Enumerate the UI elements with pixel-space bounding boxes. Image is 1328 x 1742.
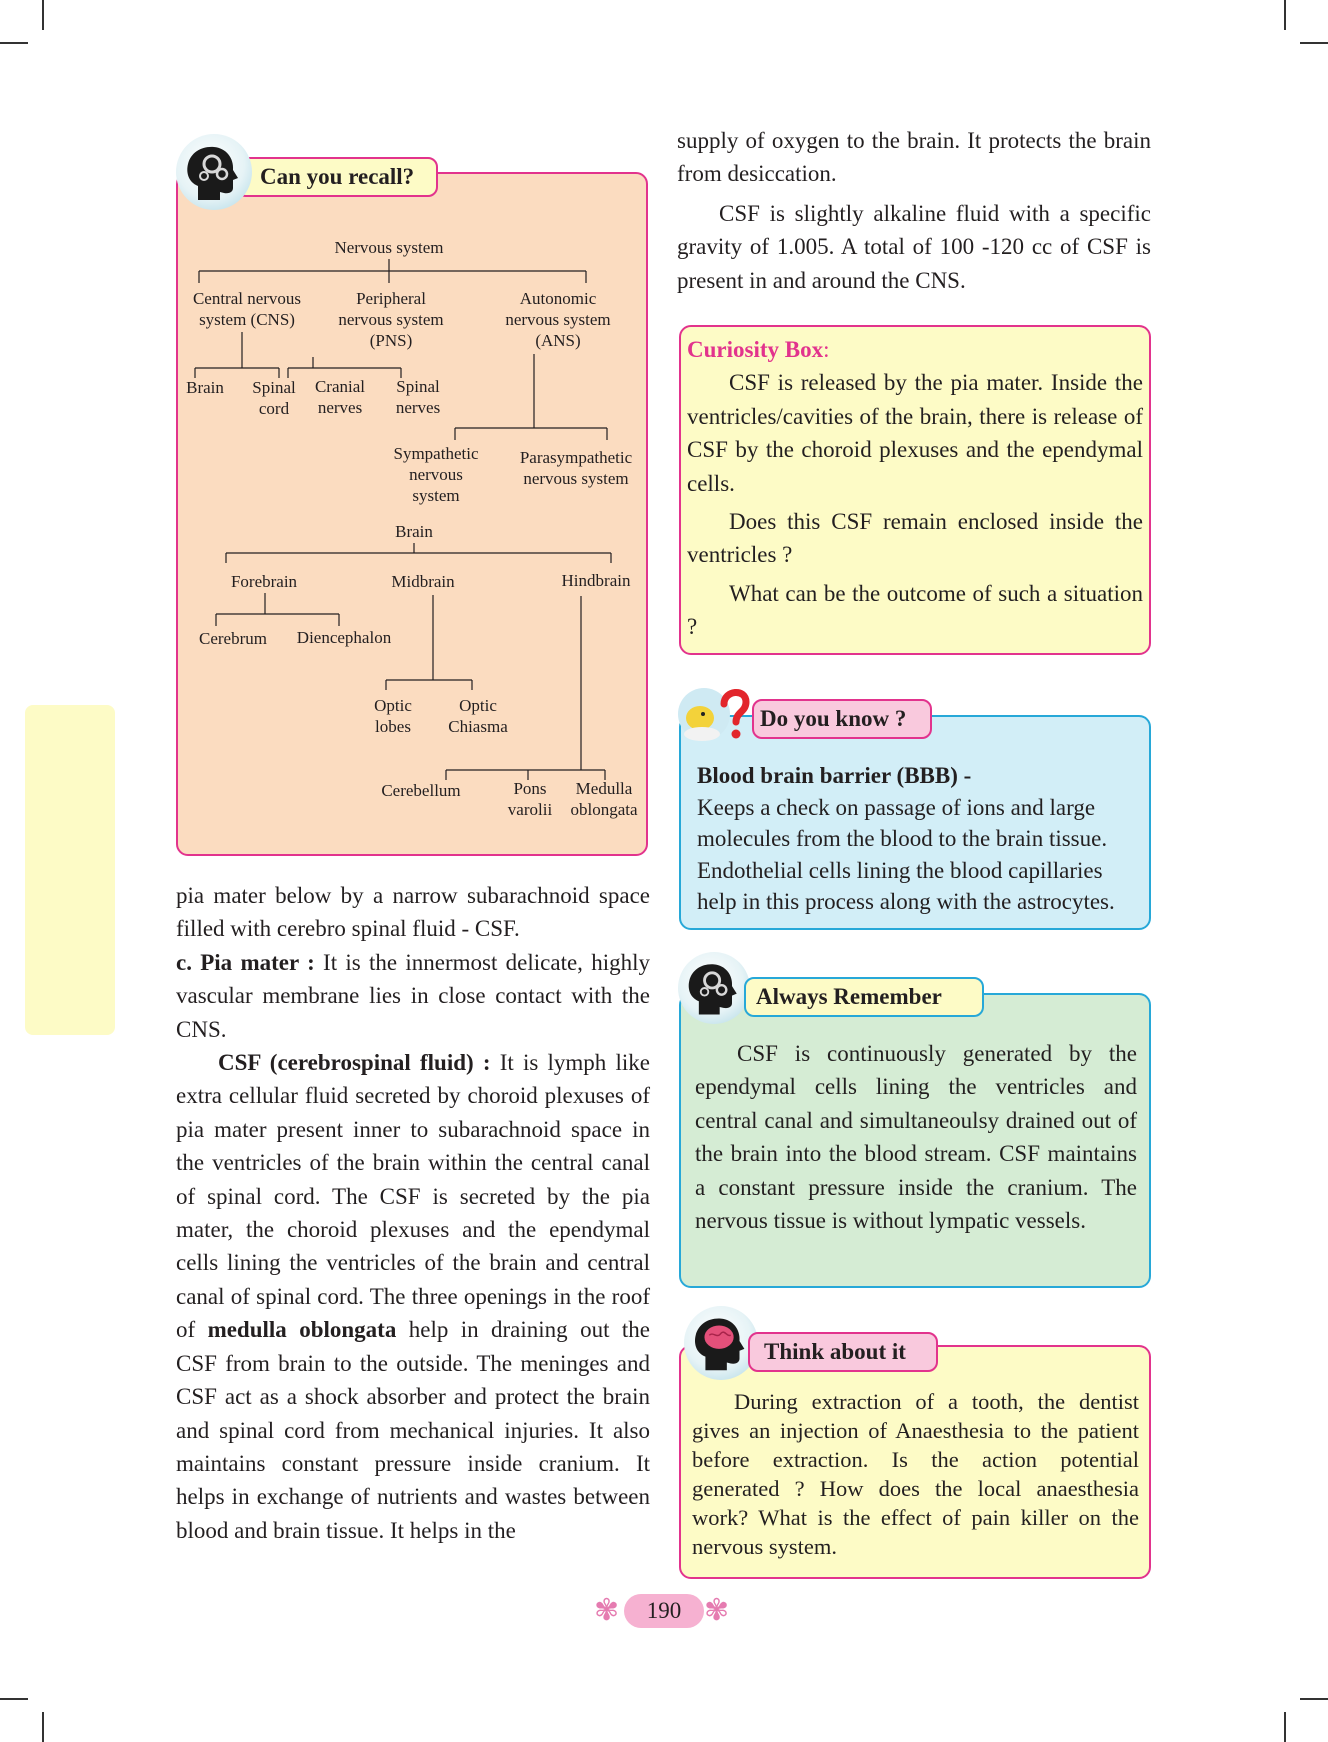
node-nervous-system: Nervous system [334,238,444,257]
bbb-body: Keeps a check on passage of ions and large molecules from the blood to the brain tissue. Endothelial cells lining the blood capillaries help in this process along with the astrocytes. [697,794,1115,914]
curiosity-paragraph-3: What can be the outcome of such a situation ? [687,580,1143,640]
crop-mark [42,1712,44,1742]
curiosity-title: Curiosity Box [687,337,824,362]
node-cranial-nerves: Cranial nerves [314,377,366,417]
node-spinal-nerves: Spinal nerves [395,377,441,417]
node-diencephalon: Diencephalon [296,628,392,647]
node-optic-chiasma: Optic Chiasma [448,696,508,736]
crop-mark [1284,1712,1286,1742]
right-column-text [677,124,1151,297]
flower-ornament-icon: ✾ [594,1594,620,1627]
paragraph-subarachnoid: pia mater below by a narrow subarachnoid space filled with cerebro spinal fluid - CSF. [176,883,650,942]
crop-mark [0,1698,28,1700]
node-pns: Peripheral nervous system (PNS) [338,289,444,350]
bbb-heading: Blood brain barrier (BBB) - [697,763,972,788]
paragraph-csf-gravity: CSF is slightly alkaline fluid with a specific gravity of 1.005. A total of 100 -120 cc of CSF is present in and around the CNS. [677,200,1151,293]
head-gears-icon [678,952,750,1024]
curiosity-content: Curiosity Box: CSF is released by the pia mater. Inside the ventricles/cavities of the brain, there is release of CSF by the choroid plexuses and the ependymal cells. Does this CSF remain enclosed inside the ventricles ? What can be the outcome of such a situation ? [687,333,1143,644]
recall-title: Can you recall? [236,157,438,197]
node-cns: Central nervous system (CNS) [192,289,302,329]
head-brain-icon [684,1306,758,1380]
node-forebrain: Forebrain [230,572,298,591]
think-body: During extraction of a tooth, the dentist gives an injection of Anaesthesia to the patient before extraction. Is the action potential generated ? How does the local anaesthesia work? What is the effect of pain killer on the nervous system. [692,1389,1139,1559]
flower-ornament-icon: ✾ [704,1594,730,1627]
paragraph-oxygen: supply of oxygen to the brain. It protects the brain from desiccation. [677,128,1151,187]
node-brain-leaf: Brain [186,378,224,397]
crop-mark [1284,0,1286,30]
node-pons-varolii: Pons varolii [507,779,553,819]
node-sympathetic: Sympathetic nervous system [393,444,479,505]
node-optic-lobes: Optic lobes [374,696,412,736]
paragraph-csf: CSF (cerebrospinal fluid) : It is lymph like extra cellular fluid secreted by choroid plexuses of pia mater present inner to subarachnoid space in the ventricles of the brain within the central canal of spinal cord. The CSF is secreted by the pia mater, the choroid plexuses and the ependymal cells lining the ventricles of the brain and central canal of spinal cord. The three openings in the roof of medulla oblongata help in draining out the CSF from brain to the outside. The meninges and CSF act as a shock absorber and protect the brain and spinal cord from mechanical injuries. It also maintains constant pressure inside cranium. It helps in exchange of nutrients and wastes between blood and brain tissue. It helps in the [176,1050,650,1543]
do-you-know-title: Do you know ? [752,699,932,739]
crop-mark [1300,42,1328,44]
nervous-system-diagram [176,172,648,856]
term-csf: CSF (cerebrospinal fluid) : [218,1050,491,1076]
node-hindbrain: Hindbrain [561,571,631,590]
crop-mark [1300,1698,1328,1700]
always-remember-body: CSF is continuously generated by the ependymal cells lining the ventricles and central canal and simultaneoulsy drained out of the brain into the blood stream. CSF maintains a constant pressure inside the cranium. The nervous tissue is without lympatic vessels. [695,1041,1137,1234]
node-cerebrum: Cerebrum [199,629,267,648]
node-spinal-cord: Spinal cord [252,378,296,418]
crop-mark [0,42,28,44]
node-midbrain: Midbrain [391,572,455,591]
page-number: 190 [624,1594,704,1628]
curiosity-paragraph-2: Does this CSF remain enclosed inside the ventricles ? [687,509,1143,568]
curiosity-paragraph-1: CSF is released by the pia mater. Inside the ventricles/cavities of the brain, there is release of CSF by the choroid plexuses and the ependymal cells. [687,370,1143,496]
do-you-know-content [697,760,1141,918]
term-pia-mater: c. Pia mater : [176,949,315,975]
left-column-text [176,879,650,1547]
node-ans: Autonomic nervous system (ANS) [505,289,611,350]
node-parasympathetic: Parasympathetic nervous system [519,448,633,488]
term-medulla-oblongata: medulla oblongata [207,1317,397,1343]
side-tab [25,705,115,1035]
node-cerebellum: Cerebellum [381,781,461,800]
chick-question-icon [678,678,758,748]
crop-mark [42,0,44,30]
node-medulla-oblongata: Medulla oblongata [570,779,638,819]
node-brain: Brain [395,522,433,541]
always-remember-title: Always Remember [744,977,984,1017]
paragraph-pia-mater: c. Pia mater : It is the innermost delicate, highly vascular membrane lies in close contact with the CNS. [176,949,650,1042]
think-title: Think about it [748,1332,938,1372]
